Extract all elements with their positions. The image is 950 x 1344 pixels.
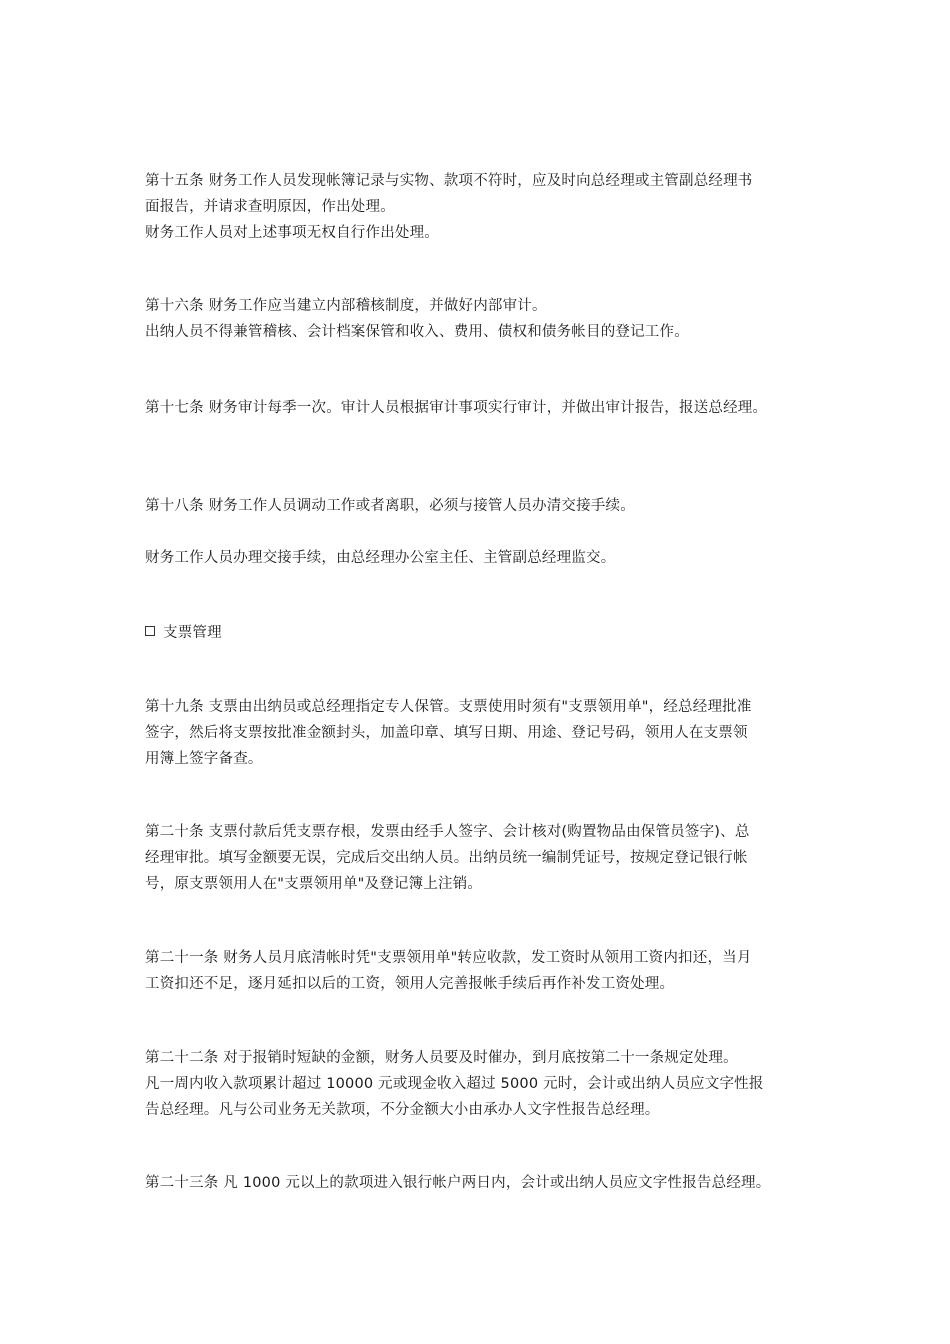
article-22-line-1: 第二十二条 对于报销时短缺的金额，财务人员要及时催办，到月底按第二十一条规定处理。 [145,1050,738,1066]
article-18-line-2: 财务工作人员办理交接手续，由总经理办公室主任、主管副总经理监交。 [145,550,616,566]
article-20-line-3: 号，原支票领用人在"支票领用单"及登记簿上注销。 [145,876,483,892]
article-15-line-2: 面报告，并请求查明原因，作出处理。 [145,199,395,215]
article-16-line-2: 出纳人员不得兼管稽核、会计档案保管和收入、费用、债权和债务帐目的登记工作。 [145,324,689,340]
article-22-line-3: 告总经理。凡与公司业务无关款项，不分金额大小由承办人文字性报告总经理。 [145,1102,660,1118]
section-heading-text: 支票管理 [163,625,222,641]
article-19-line-1: 第十九条 支票由出纳员或总经理指定专人保管。支票使用时须有"支票领用单"，经总经理批准 [145,699,752,715]
article-19-line-2: 签字，然后将支票按批准金额封头，加盖印章、填写日期、用途、登记号码，领用人在支票领 [145,725,748,741]
section-heading-cheque-management [145,620,222,646]
article-20-line-2: 经理审批。填写金额要无误，完成后交出纳人员。出纳员统一编制凭证号，按规定登记银行帐 [145,850,748,866]
article-17-line-1: 第十七条 财务审计每季一次。审计人员根据审计事项实行审计，并做出审计报告，报送总经理。 [145,400,768,416]
article-15-line-1: 第十五条 财务工作人员发现帐簿记录与实物、款项不符时，应及时向总经理或主管副总经理书 [145,173,753,189]
article-21-line-2: 工资扣还不足，逐月延扣以后的工资，领用人完善报帐手续后再作补发工资处理。 [145,976,675,992]
article-21-line-1: 第二十一条 财务人员月底清帐时凭"支票领用单"转应收款，发工资时从领用工资内扣还，当月 [145,950,752,966]
article-20-line-1: 第二十条 支票付款后凭支票存根，发票由经手人签字、会计核对(购置物品由保管员签字)、总 [145,824,750,840]
article-19-line-3: 用簿上签字备查。 [145,751,263,767]
article-16-line-1: 第十六条 财务工作应当建立内部稽核制度，并做好内部审计。 [145,298,547,314]
article-18-line-1: 第十八条 财务工作人员调动工作或者离职，必须与接管人员办清交接手续。 [145,498,635,514]
bullet-square-icon [145,626,155,636]
article-22-line-2: 凡一周内收入款项累计超过 10000 元或现金收入超过 5000 元时，会计或出纳人员应文字性报 [145,1076,764,1092]
article-15-line-3: 财务工作人员对上述事项无权自行作出处理。 [145,225,439,241]
article-23-line-1: 第二十三条 凡 1000 元以上的款项进入银行帐户两日内，会计或出纳人员应文字性报告总经理。 [145,1175,771,1191]
